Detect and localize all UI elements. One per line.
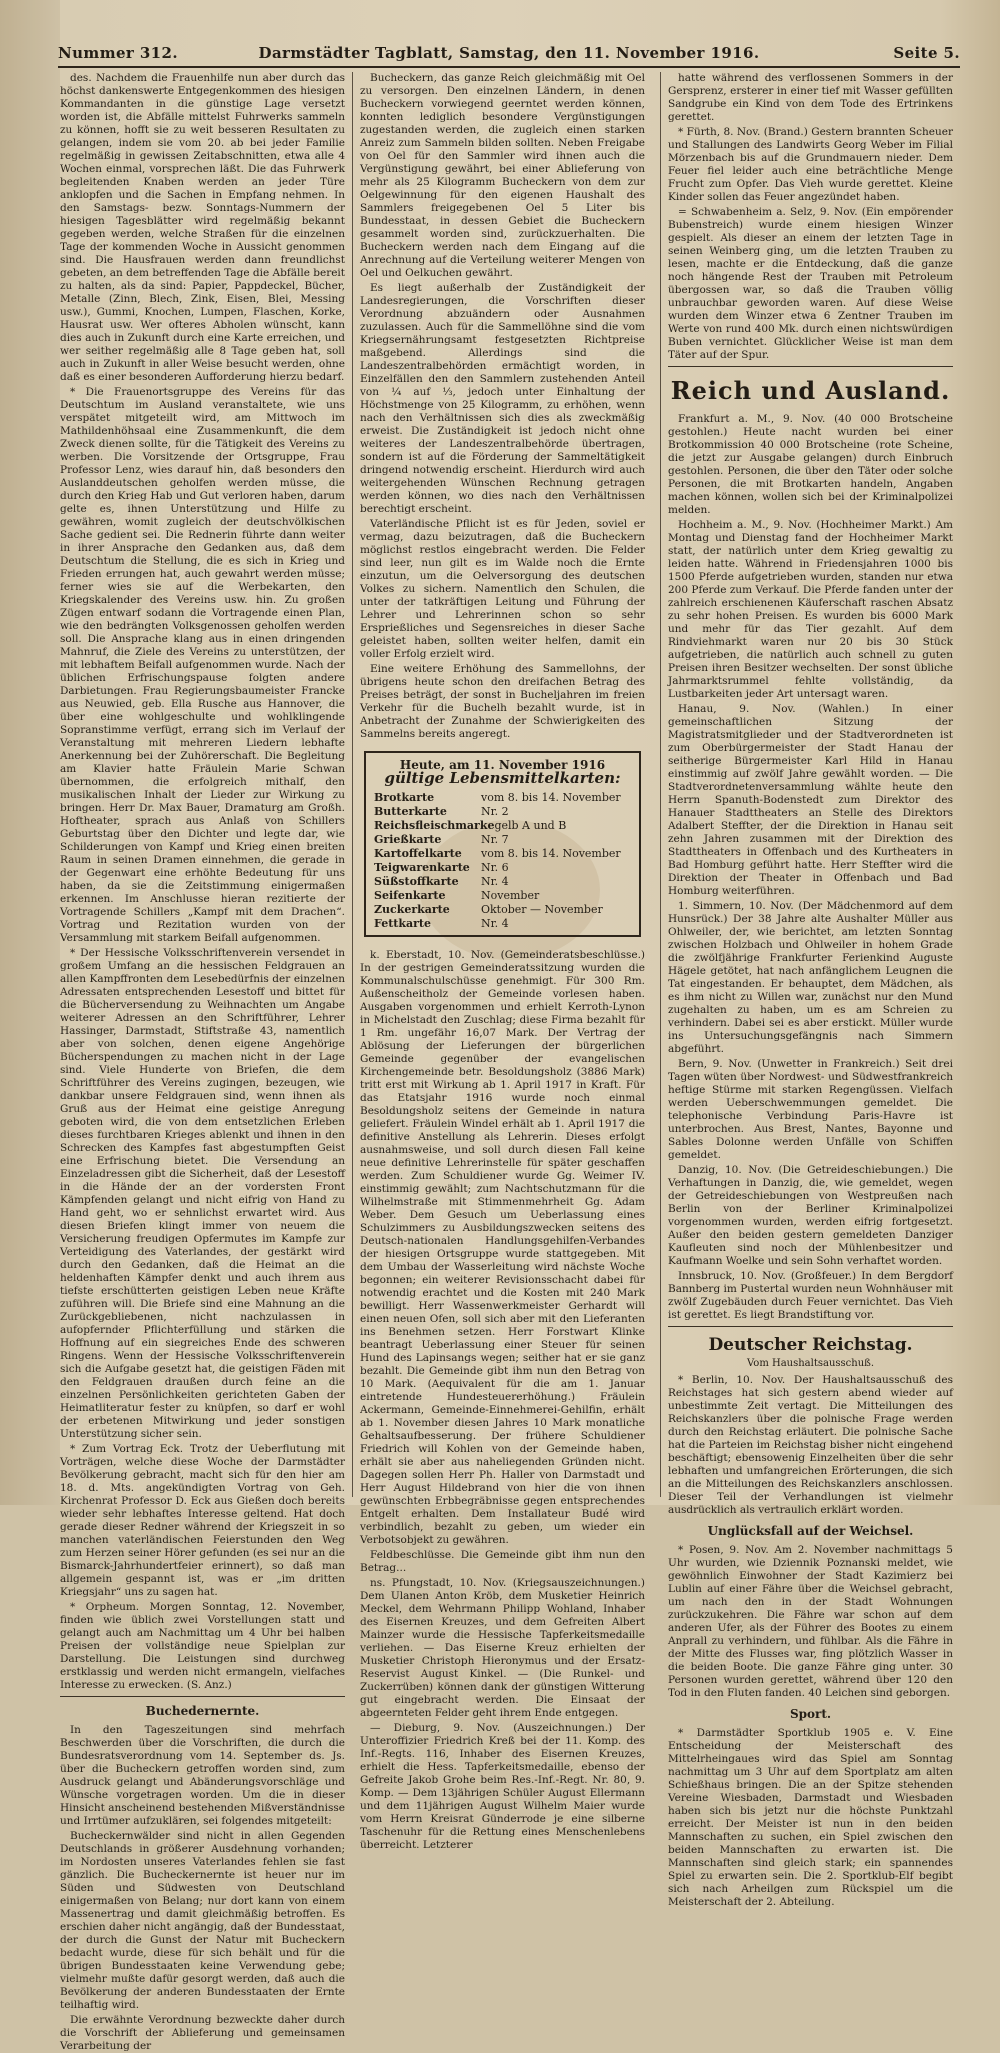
column-3 bbox=[668, 72, 953, 1908]
article-paragraph: Es liegt außerhalb der Zuständigkeit der Landesregierungen, die Vorschriften dieser Verordnung abzuändern oder Ausnahmen zuzulassen. Auch für die Sammellöhne sind die vom Kriegsernährungsamt festgesetzten Richtpreise maßgebend. Allerdings sind die Landeszentralbehörden ermächtigt worden, in Einzelfällen den den Sammlern zustehenden Anteil von ¼ auf ⅓, jedoch unter Einhaltung der Höchstmenge von 25 Kilogramm, zu erhöhen, wenn nach den Verhältnissen sich dies als zweckmäßig erweist. Die Zuständigkeit ist jedoch nicht ohne weiteres der Landeszentralbehörde übertragen, sondern ist auf die Förderung der Sammeltätigkeit dringend notwendig erscheint. Hierdurch wird auch weitergehenden Wünschen Rechnung getragen werden können, wo dies nach den Verhältnissen berechtigt erscheint. bbox=[360, 282, 645, 515]
section-subheading: Vom Haushaltsausschuß. bbox=[747, 1358, 874, 1369]
ration-card-row bbox=[374, 861, 631, 875]
ration-card-row bbox=[374, 917, 631, 931]
masthead-date: Darmstädter Tagblatt, Samstag, den 11. November 1916. bbox=[258, 44, 760, 62]
section-heading: Buchedernernte. bbox=[145, 1704, 260, 1718]
ration-card-row bbox=[374, 819, 631, 833]
card-validity: Nr. 2 bbox=[481, 805, 509, 818]
card-name: Reichsfleischmarke bbox=[374, 819, 495, 832]
card-name: Süßstoffkarte bbox=[374, 875, 459, 888]
ration-card-row bbox=[374, 875, 631, 889]
ration-cards-box bbox=[364, 751, 641, 937]
article-paragraph: Die erwähnte Verordnung bezweckte daher durch die Vorschrift der Ablieferung und gemeinsamen Verarbeitung der bbox=[60, 2014, 345, 2052]
card-validity: vom 8. bis 14. November bbox=[481, 847, 621, 860]
card-name: Kartoffelkarte bbox=[374, 847, 462, 860]
column-1 bbox=[60, 72, 346, 2052]
article-paragraph: * Orpheum. Morgen Sonntag, 12. November, finden wie üblich zwei Vorstellungen statt und gelangt auch am Nachmittag um 4 Uhr bei halben Preisen der vollständige neue Spielplan zur Darstellung. Die Leistungen sind durchweg erstklassig und werden nicht ermangeln, vielfaches Interesse zu erwecken. (S. Anz.) bbox=[60, 1601, 345, 1691]
article-paragraph: * Fürth, 8. Nov. (Brand.) Gestern brannten Scheuer und Stallungen des Landwirts Georg Weber im Filial Mörzenbach bis auf die Grundmauern nieder. Dem Feuer fiel leider auch eine beträchtliche Menge Frucht zum Opfer. Das Vieh wurde gerettet. Kleine Kinder sollen das Feuer angezündet haben. bbox=[668, 126, 953, 203]
article-paragraph: = Schwabenheim a. Selz, 9. Nov. (Ein empörender Bubenstreich) wurde einem hiesigen Winzer gespielt. Als dieser an einem der letzten Tage in seinen Weinberg ging, um die letzten Trauben zu lesen, machte er die Entdeckung, daß die ganze noch hängende Rest der Trauben mit Petroleum übergossen war, so daß die Trauben völlig unbrauchbar geworden waren. Auf diese Weise wurden dem Winzer etwa 6 Zentner Trauben im Werte von rund 400 Mk. durch einen nichtswürdigen Buben vernichtet. Glücklicher Weise ist man dem Täter auf der Spur. bbox=[668, 206, 953, 361]
box-title: gültige Lebensmittelkarten: bbox=[384, 769, 621, 787]
article-paragraph: Innsbruck, 10. Nov. (Großfeuer.) In dem Bergdorf Bannberg im Pustertal wurden neun Wohnhäuser mit zwölf Zugebäuden durch Feuer vernichtet. Das Vieh ist gerettet. Es liegt Brandstiftung vor. bbox=[668, 1270, 953, 1321]
article-paragraph: Bucheckernwälder sind nicht in allen Gegenden Deutschlands in größerer Ausdehnung vorhanden; im Nordosten unseres Vaterlandes fehlen sie fast gänzlich. Die Bucheckernernte ist heuer nur im Süden und Südwesten von Deutschland einigermaßen von Belang; nur dort kann von einem Massenertrag und damit gleichmäßig betroffen. Es erschien daher nicht angängig, daß der Bundesstaat, der durch die Gunst der Natur mit Bucheckern bedacht wurde, diese für sich behält und für die übrigen Bundesstaaten keine Verwendung gebe; vielmehr mußte dafür gesorgt werden, daß auch die Bevölkerung der anderen Bundesstaaten der Ernte teilhaftig wird. bbox=[60, 1830, 345, 2011]
column-divider bbox=[352, 72, 353, 1497]
column-divider bbox=[660, 72, 661, 1497]
page-header bbox=[58, 40, 960, 64]
card-name: Fettkarte bbox=[374, 917, 431, 930]
section-heading-weichsel: Unglücksfall auf der Weichsel. bbox=[707, 1524, 914, 1538]
section-rule bbox=[668, 366, 953, 367]
article-paragraph: * Posen, 9. Nov. Am 2. November nachmittags 5 Uhr wurden, wie Dziennik Poznanski meldet, wie gewöhnlich Einwohner der Stadt Kazimierz bei Lublin auf einer Fähre über die Weichsel gebracht, um nach den in der Stadt Wohnungen zurückzukehren. Die Fähre war schon auf dem anderen Ufer, als der Führer des Bootes zu einem Anprall zu verhindern, und fühlbar. Als die Fähre in der Mitte des Flusses war, fing plötzlich Wasser in die beiden Boote. Die ganze Fähre ging unter. 30 Personen wurden gerettet, während über 120 den Tod in den Fluten fanden. 40 Leichen sind geborgen. bbox=[668, 1544, 953, 1699]
card-validity: Nr. 7 bbox=[481, 833, 509, 846]
article-paragraph: Danzig, 10. Nov. (Die Getreideschiebungen.) Die Verhaftungen in Danzig, die, wie gemeldet, wegen der Getreideschiebungen von Westpreußen nach Berlin von der Berliner Kriminalpolizei vorgenommen wurden, werden eifrig fortgesetzt. Außer den beiden gestern gemeldeten Danziger Kaufleuten sind noch der Mühlenbesitzer und Kaufmann Woelke und sein Sohn verhaftet worden. bbox=[668, 1164, 953, 1267]
article-paragraph: Feldbeschlüsse. Die Gemeinde gibt ihm nun den Betrag... bbox=[360, 1549, 645, 1574]
issue-number: Nummer 312. bbox=[58, 44, 178, 62]
article-paragraph: In den Tageszeitungen sind mehrfach Beschwerden über die Vorschriften, die durch die Bundesratsverordnung vom 14. September ds. Js. über die Bucheckern getroffen worden sind, zum Ausdruck gelangt und Abänderungsvorschläge und Wünsche vorgetragen worden. Um die in dieser Hinsicht anscheinend bestehenden Mißverständnisse und Irrtümer aufzuklären, sei folgendes mitgeteilt: bbox=[60, 1724, 345, 1827]
section-heading-reich-und-ausland: Reich und Ausland. bbox=[670, 376, 951, 405]
ration-card-row bbox=[374, 847, 631, 861]
card-name: Butterkarte bbox=[374, 805, 447, 818]
article-paragraph: Hochheim a. M., 9. Nov. (Hochheimer Markt.) Am Montag und Dienstag fand der Hochheimer Markt statt, der natürlich unter dem Krieg gewaltig zu leiden hatte. Während in Friedensjahren 1000 bis 1500 Pferde aufgetrieben wurden, standen nur etwa 200 Pferde zum Verkauf. Die Pferde fanden unter der zahlreich erschienenen Käuferschaft raschen Absatz zu sehr hohen Preisen. Es wurden bis 6000 Mark und mehr für das Tier gezahlt. Auf dem Rindviehmarkt waren nur 20 bis 30 Stück aufgetrieben, die natürlich auch schnell zu guten Preisen ihren Besitzer wechselten. Der sonst übliche Jahrmarktsrummel fehlte vollständig, da Lustbarkeiten jeder Art untersagt waren. bbox=[668, 519, 953, 700]
article-paragraph: k. Eberstadt, 10. Nov. (Gemeinderatsbeschlüsse.) In der gestrigen Gemeinderatssitzung wurden die Kommunalschulschüsse genehmigt. Für 300 Rm. Außenscheitholz der Gemeinde vorlesen haben. Ausgaben vorgenommen und erhielt Kerroth-Lynon in Michelstadt den Zuschlag; diese Firma bezahlt für 1 Rm. ungefähr 16,07 Mark. Der Vertrag der Ablösung der Lieferungen der bürgerlichen Gemeinde gegenüber der evangelischen Kirchengemeinde betr. Besoldungsholz (3886 Mark) tritt erst mit Wirkung ab 1. April 1917 in Kraft. Für das Etatsjahr 1916 wurde noch einmal Besoldungsholz seitens der Gemeinde in natura geliefert. Fräulein Windel erhält ab 1. April 1917 die definitive Anstellung als Lehrerin. Dieses erfolgt ausnahmsweise, und soll durch diesen Fall keine neue definitive Lehrerinstelle für später geschaffen werden. Zum Schuldiener wurde Gg. Weimer IV. einstimmig gewählt; zum Nachtschutzmann für die Wilhelmstraße mit Stimmenmehrheit Gg. Adam Weber. Dem Gesuch um Ueberlassung eines Schulzimmers zu Ausbildungszwecken seitens des Deutsch-nationalen Handlungsgehilfen-Verbandes der hiesigen Ortsgruppe wurde stattgegeben. Mit dem Umbau der Wasserleitung wird nächste Woche begonnen; ein weiterer Revisionsschacht dabei für notwendig erachtet und die Kosten mit 240 Mark bewilligt. Herr Wassenwerkmeister Gerhardt will einen neuen Ofen, soll sich aber mit den Lieferanten ins Benehmen setzen. Herr Forstwart Klinke beantragt Ueberlassung einer Steuer für seinen Hund des Lapinsangs wegen; seither hat er sie ganz bezahlt. Die Gemeinde gibt ihm nun den Betrag von 10 Mark. (Aequivalent für die am 1. Januar eintretende Hundesteuererhöhung.) Fräulein Ackermann, Gemeinde-Einnehmerei-Gehilfin, erhält ab 1. November diesen Jahres 10 Mark monatliche Gehaltsaufbesserung. Der frühere Schuldiener Friedrich will Kohlen von der Gemeinde haben, erhält sie aber aus naheliegenden Gründen nicht. Dagegen sollen Herr Ph. Haller von Darmstadt und Herr August Hildebrand von hier die von ihnen gewünschten Erbbegräbnisse gegen entsprechendes Entgelt erhalten. Dem Installateur Budé wird verbindlich, bezahlt zu geben, um wieder ein Verbotsobjekt zu gewähren. bbox=[360, 949, 645, 1546]
column-2 bbox=[360, 72, 645, 1851]
article-paragraph: * Die Frauenortsgruppe des Vereins für das Deutschtum im Ausland veranstaltete, wie uns verspätet mitgeteilt wird, am Mittwoch im Mathildenhöhsaal eine Zusammenkunft, die dem Zweck dienen sollte, für die Tätigkeit des Vereins zu werben. Die Vorsitzende der Ortsgruppe, Frau Professor Lenz, wies darauf hin, daß besonders den Auslanddeutschen geholfen werden müsse, die durch den Krieg Hab und Gut verloren haben, darum gelte es, ihnen Unterstützung und Hilfe zu gewähren, womit zugleich der deutschvölkischen Sache gedient sei. Die Rednerin führte dann weiter in ihrer Ansprache den Gedanken aus, daß dem Deutschtum die Stellung, die es sich in Krieg und Frieden errungen hat, auch gewahrt werden müsse; ferner wies sie auf die Werbekarten, den Kriegskalender des Vereins usw. hin. Zu großen Zügen entwarf sodann die Vortragende einen Plan, wie den bedrängten Volksgenossen geholfen werden soll. Die Ansprache klang aus in einen dringenden Mahnruf, die Ziele des Vereins zu unterstützen, der mit lebhaftem Beifall aufgenommen wurde. Nach der üblichen Erfrischungspause folgten andere Darbietungen. Frau Regierungsbaumeister Francke aus Neuwied, geb. Ella Rusche aus Hannover, die über eine wohlgeschulte und wohlklingende Sopranstimme verfügt, errang sich im Verlauf der Veranstaltung mit mehreren Liedern lebhafte Anerkennung bei der Zuhörerschaft. Die Begleitung am Klavier hatte Fräulein Marie Schwan übernommen, die erfolgreich mithalf, den musikalischen Inhalt der Lieder zur Wirkung zu bringen. Herr Dr. Max Bauer, Dramaturg am Großh. Hoftheater, sprach aus Anlaß von Schillers Geburtstag über den Dichter und legte dar, wie Schilderungen von Kampf und Krieg einen breiten Raum in seinen Dramen einnehmen, die gerade in der Gegenwart eine erhöhte Bedeutung für uns haben, da sie die Zeitstimmung einigermaßen erkennen. Im Anschlusse hieran rezitierte der Vortragende Schillers „Kampf mit dem Drachen“. Vortrag und Rezitation wurden von der Versammlung mit starkem Beifall aufgenommen. bbox=[60, 386, 345, 944]
article-paragraph: ns. Pfungstadt, 10. Nov. (Kriegsauszeichnungen.) Dem Ulanen Anton Kröb, dem Musketier Heinrich Meckel, dem Wehrmann Philipp Wohland, Inhaber des Eisernen Kreuzes, und dem Gefreiten Albert Mainzer wurde die Hessische Tapferkeitsmedaille verliehen. — Das Eiserne Kreuz erhielten der Musketier Christoph Hieronymus und der Ersatz-Reservist August Kinkel. — (Die Runkel- und Zuckerrüben) können dank der günstigen Witterung gut eingebracht werden. Die Einsaat der abgeernteten Felder geht ihrem Ende entgegen. bbox=[360, 1577, 645, 1719]
ration-card-row bbox=[374, 903, 631, 917]
page-edge-shading bbox=[0, 0, 60, 1505]
section-heading-sport: Sport. bbox=[789, 1707, 832, 1721]
card-validity: Nr. 6 bbox=[481, 861, 509, 874]
ration-card-row bbox=[374, 805, 631, 819]
section-heading-reichstag: Deutscher Reichstag. bbox=[708, 1335, 913, 1355]
card-validity: November bbox=[481, 889, 540, 902]
article-paragraph: hatte während des verflossenen Sommers in der Gersprenz, ersterer in einer tief mit Wasser gefüllten Sandgrube ein Kind von dem Tode des Ertrinkens gerettet. bbox=[668, 72, 953, 123]
card-name: Grießkarte bbox=[374, 833, 442, 846]
ration-card-row bbox=[374, 833, 631, 847]
article-paragraph: * Zum Vortrag Eck. Trotz der Ueberflutung mit Vorträgen, welche diese Woche der Darmstädter Bevölkerung gebracht, macht sich für den hier am 18. d. Mts. angekündigten Vortrag von Geh. Kirchenrat Professor D. Eck aus Gießen doch bereits wieder sehr lebhaftes Interesse geltend. Hat doch gerade dieser Redner während der Kriegszeit in so manchen vaterländischen Feierstunden den Weg zum Herzen seiner Hörer gefunden (es sei nur an die Bismarck-Jahrhundertfeier erinnert), so daß man allgemein gespannt ist, was er „im dritten Kriegsjahr“ uns zu sagen hat. bbox=[60, 1443, 345, 1598]
article-paragraph: — Dieburg, 9. Nov. (Auszeichnungen.) Der Unteroffizier Friedrich Kreß bei der 11. Komp. des Inf.-Regts. 116, Inhaber des Eisernen Kreuzes, erhielt die Hess. Tapferkeitsmedaille, ebenso der Gefreite Jakob Grohe beim Res.-Inf.-Regt. Nr. 80, 9. Komp. — Dem 13jährigen Schüler August Ellermann und dem 11jährigen August Wilhelm Maier wurde vom Herrn Kreisrat Günderrode je eine silberne Taschenuhr für die Rettung eines Menschenlebens überreicht. Letzterer bbox=[360, 1722, 645, 1851]
ration-card-row bbox=[374, 791, 631, 805]
card-validity: Oktober — November bbox=[481, 903, 603, 916]
article-paragraph: Bern, 9. Nov. (Unwetter in Frankreich.) Seit drei Tagen wüten über Nordwest- und Südwestfrankreich heftige Stürme mit starken Regengüssen. Vielfach werden Ueberschwemmungen gemeldet. Die telephonische Verbindung Paris-Havre ist unterbrochen. Aus Brest, Nantes, Bayonne und Sables Dolonne werden Unfälle von Schiffen gemeldet. bbox=[668, 1058, 953, 1161]
article-paragraph: Frankfurt a. M., 9. Nov. (40 000 Brotscheine gestohlen.) Heute nacht wurden bei einer Brotkommission 40 000 Brotscheine (rote Scheine, die jetzt zur Ausgabe gelangen) durch Einbruch gestohlen. Personen, die über den Täter oder solche Personen, die mit Brotkarten handeln, Angaben machen können, wollen sich bei der Kriminalpolizei melden. bbox=[668, 413, 953, 516]
article-paragraph: * Darmstädter Sportklub 1905 e. V. Eine Entscheidung der Meisterschaft des Mittelrheingaues wird das Spiel am Sonntag nachmittag um 3 Uhr auf dem Sportplatz am alten Schießhaus bringen. Die an der Spitze stehenden Vereine Wiesbaden, Darmstadt und Wiesbaden haben sich bis jetzt nur die höchste Punktzahl erreicht. Der Meister ist nun in den beiden Mannschaften zu suchen, ein Spiel zwischen den beiden Mannschaften zu erwarten ist. Die Mannschaften sind gleich stark; ein spannendes Spiel zu erwarten sein. Die 2. Sportklub-Elf begibt sich nach Arheilgen zum Rückspiel um die Meisterschaft der 2. Abteilung. bbox=[668, 1727, 953, 1908]
article-paragraph: Hanau, 9. Nov. (Wahlen.) In einer gemeinschaftlichen Sitzung der Magistratsmitglieder und der Stadtverordneten ist zum Oberbürgermeister der Stadt Hanau der seitherige Bürgermeister Karl Hild in Hanau einstimmig auf zwölf Jahre gewählt worden. — Die Stadtverordnetenversammlung wählte heute den Herrn Spanuth-Bodenstedt zum Direktor des Hanauer Stadttheaters an Stelle des Direktors Adalbert Steffter, der die Direktion in Hanau seit zehn Jahren zusammen mit der Direktion des Stadttheaters in Offenbach und des Kurtheaters in Bad Homburg geführt hatte. Herr Steffter wird die Direktion der Theater in Offenbach und Bad Homburg weiterführen. bbox=[668, 703, 953, 897]
card-validity: gelb A und B bbox=[494, 819, 567, 832]
article-paragraph: * Der Hessische Volksschriftenverein versendet in großem Umfang an die hessischen Feldgrauen an allen Kampffronten dem Lesebedürfnis der einzelnen Adressaten entsprechenden Lesestoff und bittet für die Bücherversendung zu Weihnachten um Angabe weiterer Adressen an den Schriftführer, Lehrer Hassinger, Darmstadt, Stiftstraße 43, namentlich aber von solchen, denen eigene Angehörige Bücherspendungen zu machen nicht in der Lage sind. Viele Hunderte von Briefen, die dem Schriftführer des Vereins zugingen, bezeugen, wie dankbar unsere Feldgrauen sind, wenn ihnen als Gruß aus der Heimat eine geistige Anregung geboten wird, die von dem entsetzlichen Erleben dieses furchtbaren Krieges ablenkt und ihnen in den Schrecken des Kampfes fast abgestumpften Geist eine Erfrischung bietet. Die Versendung an Einzeladressen gibt die Sicherheit, daß der Lesestoff in die Hände der an der vordersten Front Kämpfenden gelangt und nicht eifrig von Hand zu Hand geht, wo er sehnlichst erwartet wird. Aus diesen Briefen klingt immer von neuem die Versicherung freudigen Opfermutes im Kampfe zur Verteidigung des Vaterlandes, der gestärkt wird durch den Gedanken, daß die Heimat an die heldenhaften Kämpfer denkt und auch ihrem aus tiefste erschütterten geistigen Leben neue Kräfte zuführen will. Die Briefe sind eine Mahnung an die Zurückgebliebenen, nicht nachzulassen in aufopfernder Pflichterfüllung und stärken die Hoffnung auf ein siegreiches Ende des schweren Ringens. Wenn der Hessische Volksschriftenverein sich die Aufgabe gesetzt hat, die geistigen Fäden mit den Feldgrauen draußen durch feine an die einzelnen Persönlichkeiten gerichteten Gaben der Heimatliteratur fester zu knüpfen, so darf er wohl der erbetenen Mitwirkung und jeder sonstigen Unterstützung sicher sein. bbox=[60, 947, 345, 1440]
section-rule bbox=[668, 1326, 953, 1327]
card-validity: vom 8. bis 14. November bbox=[481, 791, 621, 804]
card-name: Seifenkarte bbox=[374, 889, 446, 902]
article-paragraph: Vaterländische Pflicht ist es für Jeden, soviel er vermag, dazu beizutragen, daß die Bucheckern möglichst restlos eingebracht werden. Die Felder sind leer, nun gilt es im Walde noch die Ernte einzutun, um die Oelversorgung des deutschen Volkes zu sichern. Namentlich den Schulen, die unter der tatkräftigen Leitung und Führung der Lehrer und Lehrerinnen schon so sehr Ersprießliches und Segensreiches in dieser Sache geleistet haben, sollten weiter helfen, damit ein voller Erfolg erzielt wird. bbox=[360, 518, 645, 660]
article-paragraph: 1. Simmern, 10. Nov. (Der Mädchenmord auf dem Hunsrück.) Der 38 Jahre alte Aushalter Müller aus Ohlweiler, der, wie berichtet, am letzten Sonntag zwischen Holzbach und Ohlweiler in hohem Grade die zwölfjährige Frankfurter Ferienkind Auguste Hägele getötet, hat nach anfänglichem Leugnen die Tat eingestanden. Er behauptet, dem Mädchen, als es ihm nicht zu Willen war, zunächst nur den Mund zugehalten zu haben, um es am Schreien zu verhindern. Dabei sei es aber erstickt. Müller wurde ins Untersuchungsgefängnis nach Simmern abgeführt. bbox=[668, 900, 953, 1055]
article-paragraph: * Berlin, 10. Nov. Der Haushaltsausschuß des Reichstages hat sich gestern abend wieder auf unbestimmte Zeit vertagt. Die Mitteilungen des Reichskanzlers über die polnische Frage werden durch den Reichstag erläutert. Die polnische Sache hat die Parteien im Reichstag bisher nicht eingehend beschäftigt; ebensowenig Einzelheiten über die sehr lebhaften und umfangreichen Erörterungen, die sich an die Mitteilungen des Reichskanzlers anschlossen. Dieser Teil der Verhandlungen ist vielmehr ausdrücklich als vertraulich erklärt worden. bbox=[668, 1374, 953, 1516]
article-paragraph: des. Nachdem die Frauenhilfe nun aber durch das höchst dankenswerte Entgegenkommen des hiesigen Kommandanten in die günstige Lage versetzt worden ist, die Abfälle mittelst Fuhrwerks sammeln zu können, hofft sie zu weit besseren Resultaten zu gelangen, indem sie vom 20. ab bei jeder Familie regelmäßig in gewissen Zeitabschnitten, etwa alle 4 Wochen einmal, vorsprechen läßt. Die das Fuhrwerk begleitenden Knaben werden an jeder Türe anklopfen und die Sachen in Empfang nehmen. In den Samstags- bezw. Sonntags-Nummern der hiesigen Tagesblätter wird regelmäßig bekannt gegeben werden, welche Straßen für die einzelnen Tage der kommenden Woche in Aussicht genommen sind. Die Hausfrauen werden dann freundlichst gebeten, an dem betreffenden Tage die Abfälle bereit zu halten, als da sind: Papier, Pappdeckel, Bücher, Metalle (Zinn, Blech, Zink, Eisen, Blei, Messing usw.), Gummi, Knochen, Lumpen, Flaschen, Korke, Hausrat usw. Wer ofteres Abholen wünscht, kann dies auch in Zukunft durch eine Karte erreichen, und wer seither regelmäßig alle 8 Tage geben hat, soll auch in Zukunft in aller Weise besucht werden, ohne daß es einer besonderen Aufforderung hierzu bedarf. bbox=[60, 72, 346, 383]
page-number: Seite 5. bbox=[893, 44, 960, 62]
header-rule bbox=[58, 66, 960, 68]
card-name: Teigwarenkarte bbox=[374, 861, 470, 874]
box-date-line: Heute, am 11. November 1916 bbox=[399, 758, 606, 772]
section-rule bbox=[60, 1696, 345, 1697]
article-paragraph: Bucheckern, das ganze Reich gleichmäßig mit Oel zu versorgen. Den einzelnen Ländern, in denen Bucheckern vorwiegend geerntet werden können, konnten lediglich besondere Vergünstigungen zugestanden werden, die zugleich einen starken Anreiz zum Sammeln bilden sollten. Neben Freigabe von Oel für den Sammler wird ihnen auch die Vergünstigung gewährt, bei einer Ablieferung von mehr als 25 Kilogramm Bucheckern von dem zur Oelgewinnung für den eigenen Haushalt des Sammlers freigegebenen Oel 5 Liter bis Bundesstaat, in dessen Gebiet die Bucheckern gesammelt worden sind, zurückzuerhalten. Die Bucheckern werden nach dem Eingang auf die Anrechnung auf die Verteilung weiterer Mengen von Oel und Oelkuchen gewährt. bbox=[360, 72, 645, 279]
card-validity: Nr. 4 bbox=[481, 875, 509, 888]
card-name: Brotkarte bbox=[374, 791, 435, 804]
ration-card-row bbox=[374, 889, 631, 903]
card-validity: Nr. 4 bbox=[481, 917, 509, 930]
article-paragraph: Eine weitere Erhöhung des Sammellohns, der übrigens heute schon den dreifachen Betrag des Preises beträgt, der sonst in Bucheljahren im freien Verkehr für die Buchelh bezahlt wurde, ist in Anbetracht der Zunahme der Schwierigkeiten des Sammelns bereits angeregt. bbox=[360, 663, 645, 740]
card-name: Zuckerkarte bbox=[374, 903, 450, 916]
